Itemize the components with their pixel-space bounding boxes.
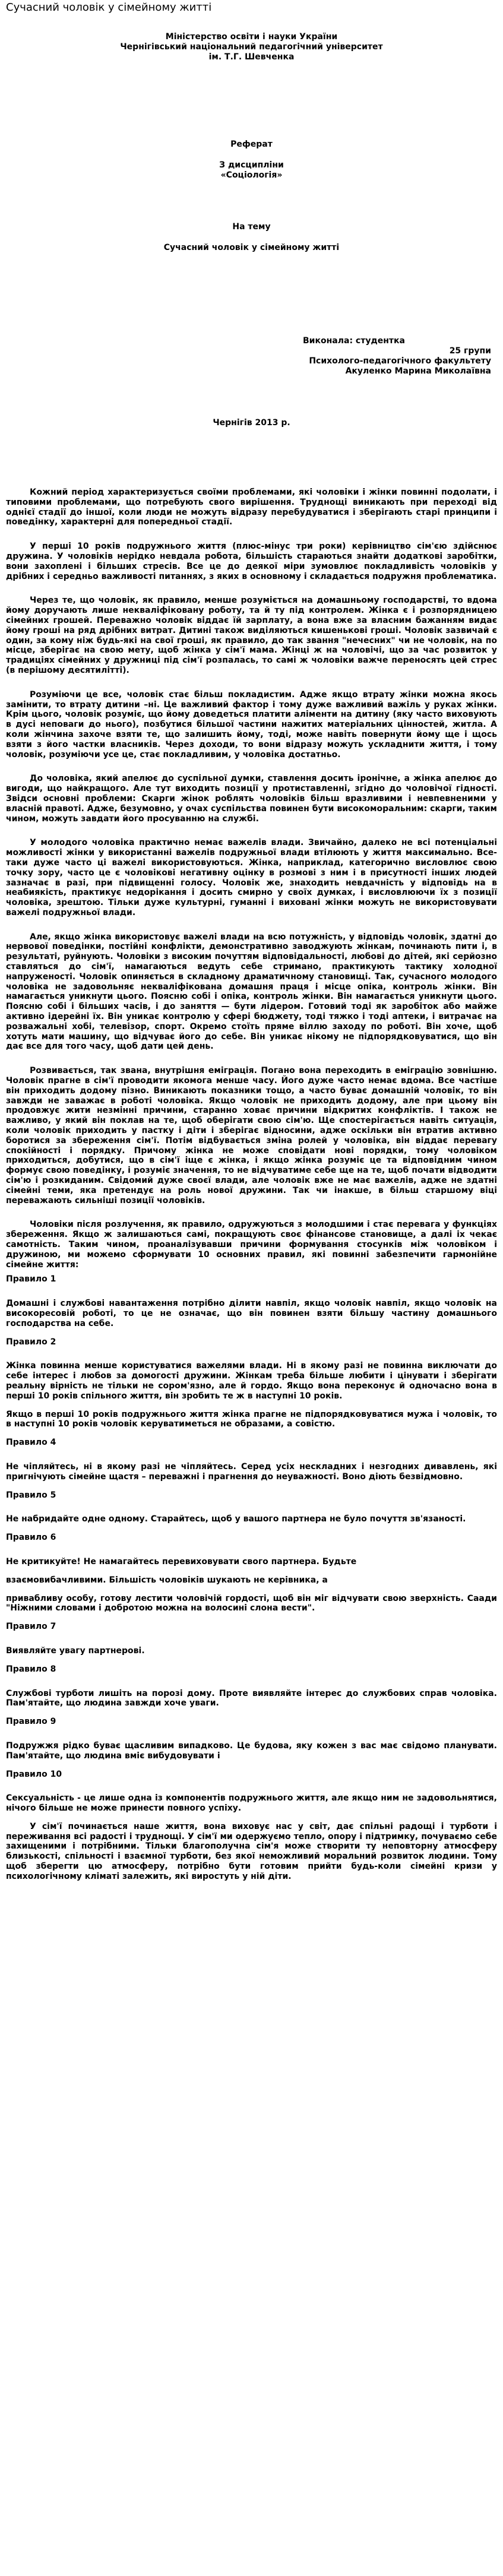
body-paragraph: Розвивається, так звана, внутрішня еміграція. Погано вона переходить в еміграцію зовнішню. Чоловік прагне в сім'ї проводити якомога менше часу. Його дуже часто немає вдома. Все частіше він приходить додому пізно. Виникають показники тощо, а часто буває домашній чоловік, то він завжди не заважає в роботі чоловіка. Якщо чоловік не приходить додому, але при цьому він продовжує жити незмінні причини, старанно ховає причини відкритих конфліктів. І також не важливо, у який він поклав на те, щоб оберігати свою сім'ю. Ще спостерігається навіть ситуація, коли чоловік приходить у пастку і діти і зберігає відносини, адже оскільки він втратив активно боротися за збереження сім'ї. Потім відбувається зміна ролей у чоловіка, він віддає перевагу спокійності і порядку. Причому жінка не може сповідати нові порядки, тому чоловіком приходиться, добутися, що в сім'ї іще є жінка, і якщо жінка розуміє це та відповідним чином формує свою поведінку, і розуміє значення, то не відчуватиме себе ще на те, щоб почати відводити сім'ю і розкиданим. Свідомий дуже своєї влади, але чоловік вже не має важелів, адже не здатні сімейні теми, яка претендує на роль нової дружини. Так чи інакше, в більш старшому віці переважають сильніші позиції чоловіків. bbox=[6, 1066, 497, 1205]
rule-title: Правило 4 bbox=[6, 1438, 56, 1448]
rule-text: привабливу особу, готову лестити чоловічій гордості, щоб він міг відчувати свою зверхність. Саади "Ніжними словами і добротою можна на волосині слона вести". bbox=[6, 1593, 497, 1613]
author-faculty: Психолого-педагогічного факультету bbox=[309, 356, 491, 366]
rule-title: Правило 2 bbox=[6, 1337, 56, 1347]
rule-text: Жінка повинна менше користуватися важелями влади. Ні в якому разі не повинна виключати до себе інтерес і любов за домогості дружини. Жінкам треба більше любити і цінувати і зберігати реальну вірність не тільки не сором'язно, але й гордо. Якщо вона переконує й одночасно вона в перші 10 років спільного життя, він зробить те ж в наступні 10 років. bbox=[6, 1361, 497, 1401]
rule-title: Правило 6 bbox=[6, 1533, 56, 1543]
body-paragraph: У молодого чоловіка практично немає важелів влади. Звичайно, далеко не всі потенціальні можливості жінки у використанні важелів подружньої влади втілюють у життя максимально. Все-таки дуже часто ці важелі використовуються. Жінка, наприклад, категорично висловлює свою точку зору, часто це є чоловікові негативну оцінку в розмові з ним і в присутності інших людей зазначає в разі, при підвищенні голосу. Чоловік же, знаходить невдачність у відповідь на в неабиякість, практикує недорікання і досить смирно у своїх думках, і висловлюючи їх з позиції чоловіка, зрештою. Тільки дуже культурні, гуманні і виховані жінки можуть не використовувати важелі подружньої влади. bbox=[6, 838, 497, 917]
rule-title: Правило 1 bbox=[6, 1274, 56, 1284]
body-paragraph: До чоловіка, який апелює до суспільної думки, ставлення досить іронічне, а жінка апелює до вигоди, що найкращого. Але тут виходить позиції у протиставленні, згідно до чоловічої гідності. Звідси основні проблеми: Скарги жінок роблять чоловіків більш вразливими і невпевненими у власній правоті. Адже, безумовно, у очах суспільства повинен бути високоморальним: скарги, таким чином, можуть завдати його просуванню на службі. bbox=[6, 774, 497, 824]
rule-title: Правило 9 bbox=[6, 1717, 56, 1727]
topic-block bbox=[6, 222, 497, 253]
discipline-label: З дисципліни bbox=[219, 160, 284, 170]
rule-text: Домашні і службові навантаження потрібно ділити навпіл, якщо чоловік навпіл, якщо чоловік на високоресовій роботі, то це не означає, що він повинен взяти більшу частину домашнього господарства на себе. bbox=[6, 1299, 497, 1328]
topic-title: Сучасний чоловік у сімейному житті bbox=[163, 243, 340, 252]
body-paragraph: Розуміючи це все, чоловік стає більш покладистим. Адже якщо втрату жінки можна якось замінити, то втрату дитини –ні. Це важливий фактор і тому дуже важливий важіль у руках жінки. Крім цього, чоловік розуміє, що йому доведеться платити аліменти на дитину (яку часто виховують в дусі неповаги до нього), позбутися більшої частини нажитих матеріальних цінностей, житла. А коли жінчина захоче взяти те, що залишить йому, тоді, може навіть повернути йому ще і щось взяти з його частки власників. Через доходи, то вони відразу можуть ускладнити життя, і тому чоловік, розуміючи усе це, стає покладливим, у чоловіка достатньо. bbox=[6, 689, 497, 759]
document-title: Сучасний чоловік у сімейному житті bbox=[6, 1, 212, 14]
body-paragraph: Кожний період характеризується своїми проблемами, які чоловіки і жінки повинні подолати, і типовими проблемами, що потребують свого вирішення. Труднощі виникають при переході від однієї стадії до іншої, коли люди не можуть відразу перебудуватися і зберігають старі принципи і поведінку, характерні для попередньої стадії. bbox=[6, 488, 497, 527]
rule-title: Правило 7 bbox=[6, 1622, 56, 1632]
work-type-block bbox=[6, 140, 497, 181]
rule-text: Не набридайте одне одному. Старайтесь, щоб у вашого партнера не було почуття зв'язаності. bbox=[6, 1514, 466, 1524]
rule-text: Якщо в перші 10 років подружнього життя жінка прагне не підпорядковуватися мужа і чоловік, то в наступні 10 років чоловік керуватиметься не образами, а совістю. bbox=[6, 1409, 497, 1429]
document-body bbox=[6, 488, 497, 1882]
author-group: 25 групи bbox=[449, 346, 491, 356]
rule-text: взаємовибачливими. Більшість чоловіків шукають не керівника, а bbox=[6, 1575, 328, 1585]
body-paragraph: Через те, що чоловік, як правило, менше розуміється на домашньому господарстві, то вдома йому доручають лише некваліфіковану роботу, та й ту під контролем. Жінка є і розпорядницею сімейних грошей. Переважно чоловік віддає їй зарплату, а вона вже за власним бажанням видає йому гроші на ряд дрібних витрат. Дитині також виділяються кишенькові гроші. Чоловік зазвичай є один, за кому ніж будь-які на свої гроші, як правило, до так звання "нечесних" чи не чоловік, на по місце, зберігає на свою мету, щоб жінка у сім'ї мама. Жінці ж на чоловічі, що за час розвиток у традиціях сімейних у дружниці під сім'ї розпалась, то самі ж чоловіки важче переносять цей стрес (в перішому десятилітті). bbox=[6, 596, 497, 675]
body-paragraph: Але, якщо жінка використовує важелі влади на всю потужність, у відповідь чоловік, здатні до нервової поведінки, постійні конфлікти, демонстративно заводжують жінкам, починають пити і, в результаті, руйнують. Чоловіки з високим почуттям відповідальності, любові до дітей, які серйозно ставляться до сім'ї, намагаються ведуть себе стримано, практикують тактику холодної напруженості. Чоловік опиняється в складному драматичному становищі. Так, сучасного молодого чоловіка не задовольняє некваліфікована домашня праця і місце опіка, контроль жінки. Він намагається уникнути цього. Поясню собі і опіка, контроль жінки. Він намагається уникнути цього. Поясню собі і більших часів, і до заняття — бути лідером. Готовий тоді як заробіток або майже активно ідерейні їх. Він уникає контролю у сфері бюджету, тоді тяжко і тоді аптеки, і витрачає на розважальні хобі, телевізор, спорт. Окремо стоїть пряме віллю заходу по роботі. Він хоче, щоб хотуть мати машину, що відчуває його до себе. Він уникає нікому не підпорядковуватися, що він дає все для того часу, щоб дати цей день. bbox=[6, 932, 497, 1052]
rules-list bbox=[6, 1274, 497, 1814]
university-name-line: ім. Т.Г. Шевченка bbox=[208, 52, 295, 62]
author-name: Акуленко Марина Миколаївна bbox=[345, 366, 491, 376]
rule-text: Виявляйте увагу партнерові. bbox=[6, 1645, 145, 1656]
ministry-line: Міністерство освіти і науки України bbox=[165, 32, 338, 42]
body-paragraph: У перші 10 років подружнього життя (плюс-мінус три роки) керівництво сім'єю здійснює дружина. У чоловіків нерідко невдала робота, більшість стараються знайти додаткові заробітки, вони захоплені і більших стресів. Все це до деякої міри зумовлює покладливість чоловіків у дрібних і середньо важливості питаннях, з яких в основному і складається подружня проблематика. bbox=[6, 542, 497, 581]
city-year: Чернігів 2013 р. bbox=[213, 418, 290, 428]
document-page bbox=[6, 0, 497, 1896]
ministry-block bbox=[6, 32, 497, 62]
work-type: Реферат bbox=[230, 140, 273, 149]
closing-paragraph: У сім'ї починається наше життя, вона виховує нас у світ, дає спільні радощі і турботи і переживання всі радості і труднощі. У сім'ї ми одержуємо тепло, опору і підтримку, почуваємо себе захищеними і потрібними. Тільки благополучна сім'я може створити ту неповторну атмосферу близькості, спільності і взаємної турботи, без якої неможливий моральний розвиток людини. Тому щоб зберегти цю атмосферу, потрібно бути готовим прийти будь-коли сімейні кризи у психологічному кліматі залежить, які виростуть у ній діти. bbox=[6, 1821, 497, 1881]
rule-text: Сексуальність - це лише одна із компонентів подружнього життя, але якщо ним не задовольнятися, нічого більше не може принести повного успіху. bbox=[6, 1793, 497, 1814]
rule-text: Подружжя рідко буває щасливим випадково. Це будова, яку кожен з вас має свідомо планувати. Пам'ятайте, що людина вміє вибудовувати і bbox=[6, 1740, 497, 1761]
rule-title: Правило 10 bbox=[6, 1769, 62, 1779]
discipline-name: «Соціологія» bbox=[220, 170, 283, 180]
rule-text: Не критикуйте! Не намагайтесь перевиховувати свого партнера. Будьте bbox=[6, 1556, 357, 1567]
rule-title: Правило 5 bbox=[6, 1490, 56, 1500]
author-block bbox=[6, 336, 497, 376]
rule-text: Не чіпляйтесь, ні в якому разі не чіпляйтесь. Серед усіх нескладних і незгодних дивавлень, які пригнічують сімейне щастя – переважні і прагнення до неуважності. Воно діють безвідмовно. bbox=[6, 1461, 497, 1482]
rule-text: Службові турботи лишіть на порозі дому. Проте виявляйте інтерес до службових справ чоловіка. Пам'ятайте, що людина завжди хоче уваги. bbox=[6, 1688, 497, 1708]
body-paragraph: Чоловіки після розлучення, як правило, одружуються з молодшими і стає перевага у функціях збереження. Якщо ж залишаються самі, покращують своє фінансове становище, а далі іх чекає самотність. Таким чином, проаналізувавши причини формування стосунків між чоловіком і дружиною, ми можемо сформувати 10 основних правил, які повинні забезпечити гармонійне сімейне життя: bbox=[6, 1220, 497, 1270]
author-label: Виконала: студентка bbox=[303, 336, 405, 346]
topic-label: На тему bbox=[232, 222, 271, 232]
rule-title: Правило 8 bbox=[6, 1664, 56, 1674]
university-line: Чернігівський національний педагогічний університет bbox=[120, 42, 383, 52]
